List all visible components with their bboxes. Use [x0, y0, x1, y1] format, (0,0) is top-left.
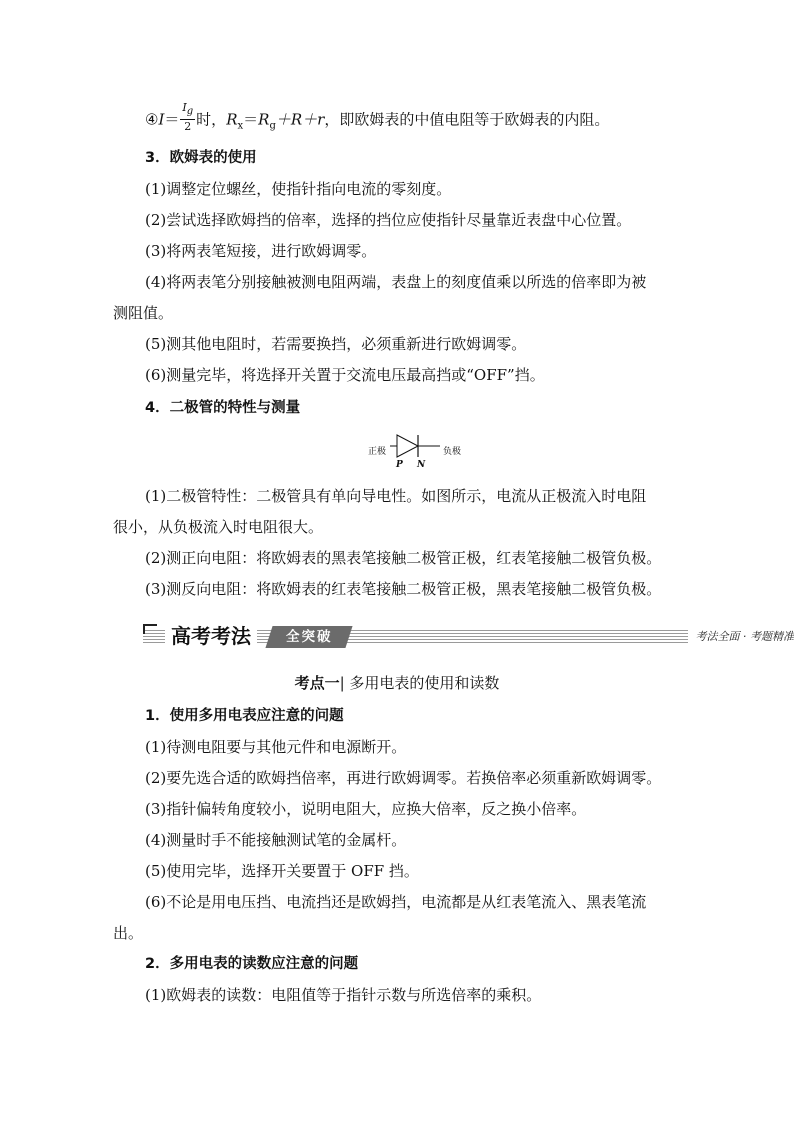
section-banner	[143, 624, 794, 650]
kaodian-label: 考点一	[294, 674, 340, 692]
section-4-heading: 4．二极管的特性与测量	[145, 400, 301, 416]
banner-title: 高考考法	[165, 622, 257, 650]
kaodian-separator: |	[339, 674, 345, 692]
formula-item-4	[145, 101, 610, 134]
fraction-numerator	[180, 102, 195, 118]
fraction-denominator: 2	[184, 120, 192, 134]
formula-text: 时，	[196, 110, 227, 129]
kd2-heading: 2．多用电表的读数应注意的问题	[145, 956, 359, 972]
section-4-item: (1)二极管特性：二极管具有单向导电性。如图所示，电流从正极流入时电阻	[145, 487, 647, 505]
kd2-item: (1)欧姆表的读数：电阻值等于指针示数与所选倍率的乘积。	[145, 986, 542, 1004]
section-3-item: (1)调整定位螺丝，使指针指向电流的零刻度。	[145, 180, 452, 198]
equals-sign: ＝	[164, 110, 180, 129]
rx-symbol: R	[226, 110, 238, 129]
kd1-heading: 1．使用多用电表应注意的问题	[145, 708, 344, 724]
section-4-item: (3)测反向电阻：将欧姆表的红表笔接触二极管正极，黑表笔接触二极管负极。	[145, 580, 662, 598]
p-label: P	[396, 460, 403, 470]
diode-diagram	[365, 430, 465, 474]
section-3-item: (2)尝试选择欧姆挡的倍率，选择的挡位应使指针尽量靠近表盘中心位置。	[145, 211, 632, 229]
kd1-item: (5)使用完毕，选择开关要置于 OFF 挡。	[145, 862, 419, 880]
numerator-symbol: I	[182, 101, 187, 114]
current-symbol: I	[158, 110, 165, 129]
section-3-item: (6)测量完毕，将选择开关置于交流电压最高挡或“OFF”挡。	[145, 366, 545, 384]
banner-tag-text: 全突破	[285, 629, 333, 645]
section-3-item: (3)将两表笔短接，进行欧姆调零。	[145, 242, 377, 260]
n-label: N	[417, 460, 426, 470]
item-marker: ④	[145, 110, 159, 129]
kd1-item-continued: 出。	[113, 924, 144, 942]
section-4-item-continued: 很小，从负极流入时电阻很大。	[113, 518, 324, 536]
kaodian-title	[0, 673, 794, 693]
kd1-item: (1)待测电阻要与其他元件和电源断开。	[145, 738, 407, 756]
kd1-item: (2)要先选合适的欧姆挡倍率，再进行欧姆调零。若换倍率必须重新欧姆调零。	[145, 769, 662, 787]
section-3-item: (4)将两表笔分别接触被测电阻两端，表盘上的刻度值乘以所选的倍率即为被	[145, 273, 647, 291]
section-4-item: (2)测正向电阻：将欧姆表的黑表笔接触二极管正极，红表笔接触二极管负极。	[145, 549, 662, 567]
formula-rest: ＋R＋r	[275, 110, 325, 129]
banner-tag	[265, 626, 352, 648]
kd1-item: (6)不论是用电压挡、电流挡还是欧姆挡，电流都是从红表笔流入、黑表笔流	[145, 893, 647, 911]
fraction	[180, 102, 195, 133]
section-3-item: (5)测其他电阻时，若需要换挡，必须重新进行欧姆调零。	[145, 335, 527, 353]
kaodian-topic: 多用电表的使用和读数	[344, 674, 500, 692]
cathode-label: 负极	[443, 447, 462, 457]
anode-label: 正极	[368, 447, 387, 457]
banner-corner	[143, 624, 157, 634]
diode-triangle	[397, 435, 418, 457]
equals-sign-2: ＝	[243, 110, 259, 129]
numerator-subscript: g	[186, 106, 194, 118]
section-3-item-continued: 测阻值。	[113, 304, 174, 322]
rx-subscript: x	[237, 120, 244, 132]
kd1-item: (4)测量时手不能接触测试笔的金属杆。	[145, 831, 407, 849]
kd1-item: (3)指针偏转角度较小，说明电阻大，应换大倍率，反之换小倍率。	[145, 800, 587, 818]
rg-subscript: g	[269, 120, 276, 132]
section-3-heading: 3．欧姆表的使用	[145, 150, 257, 166]
rg-symbol: R	[258, 110, 270, 129]
banner-slogan: 考法全面 · 考题精准	[688, 627, 794, 647]
formula-tail: ，即欧姆表的中值电阻等于欧姆表的内阻。	[324, 110, 610, 129]
